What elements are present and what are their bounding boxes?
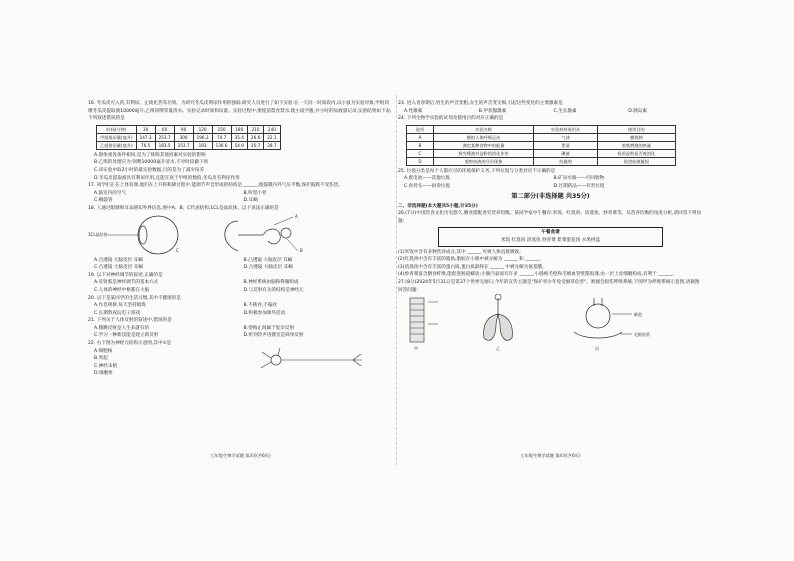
q21-option-c: C.学习一种新技能是建立新反射 [94,333,159,339]
q24-table-row-2 [407,149,676,157]
q26-sub-1: (1)米饭中含有多种营养成分,其中 ______ 可被人体直接吸收。 [398,249,524,255]
fig-label-bing: 丙 [595,346,599,352]
q19-options [94,279,393,287]
q16-option-c: C.该实验中取2小时的最实验数据,目的是为了减少误差 [94,167,205,173]
menu-box [438,227,663,246]
q26-sub-4: (4)炒青菜富含膳食纤维,能促进肠道蠕动;小肠内表面有许多 ______,小肠绒毛壁和毛细血管壁都很薄,由一层上皮细胞构成,有利于 ______。 [398,272,677,278]
q23-option-a: A.性激素 [404,108,423,114]
q21-options [94,325,393,333]
q25-option-d: D.过期药品——有害垃圾 [553,183,605,189]
fig-label-yi: 乙 [496,346,500,352]
footer-left: 七年级生物学试题 第3页(共6页) [210,453,271,459]
q16-option-d: D.冬瓜皮提取液具有利尿作用,且能在高于甲组的数值,冬瓜皮有利尿作用 [94,175,240,181]
q16-table-header-cell-1: 30 [136,125,155,133]
question-21: 21. 下列关于人体反射的叙述中,错误的是 [88,318,172,324]
q22-option-b: B.突起 [94,356,108,362]
q22-block [88,348,393,378]
page-left [88,100,393,460]
q16-table-row-0-cell-0: 甲组排尿量(毫升) [97,133,137,141]
q16-table-header-cell-3: 90 [174,125,193,133]
q24-table-row-0-cell-3: 模拟肺 [597,133,675,141]
q24-table-row-0-cell-1: 模拟人体呼吸运动 [433,133,533,141]
q24-table-row-0-cell-2: 气球 [534,133,598,141]
q24-table-row-2-cell-0: C [407,149,434,157]
q18-option-b: B.凸透镜 大脑皮层 耳蜗 [243,257,293,263]
q16-table-row-1-cell-8: 28.7 [264,141,280,149]
q24-table-row-2-cell-3: 检验淀粉是否被消化 [597,149,675,157]
label-c: C [176,247,179,253]
q23-option-c: C.生长激素 [553,108,577,114]
q18-option-d: D.凸透镜 大脑皮层 耳蜗 [243,265,293,271]
q24-table-row-0-cell-0: A [407,133,434,141]
q24-table-row-3 [407,157,676,165]
page-divider [396,95,397,465]
q23-option-b: B.甲状腺激素 [478,108,507,114]
q16-table-row-1-cell-6: 54.9 [231,141,247,149]
q18-option-a: A.凸透镜 大脑皮层 耳蜗 [94,257,143,263]
menu-box-text: 米饭 红烧肉 清蒸鱼 炒青菜 紫菜蛋花汤 水果拼盘 [500,237,601,243]
q16-table-header [97,125,281,133]
q17-options-2 [94,197,393,205]
question-20: 20. 以下是某同学的生活习惯,其中不健康的是 [88,295,181,301]
q24-table-header-cell-0: 选项 [407,125,434,133]
q26-sub-2: (2)红烧肉中含有丰富的脂肪,脂肪在小肠中被分解为 ______ 和 ______。 [398,257,544,263]
q22-option-d: D.细胞体 [94,371,113,377]
question-17: 17. 同学们正在上体育课,他们在上升和和降过程中,能调节声音形成的结构是 ______,使鼓膜内外气压平衡,保护鼓膜不受伤害。 [88,183,343,189]
q24-table-row-1-cell-2: 蛋清 [534,141,598,149]
q17-option-a: A.鼓室内的空气 [94,190,127,196]
q20-option-d: D.积极参加课外活动 [243,310,286,316]
q16-table-row-0-cell-7: 26.6 [247,133,263,141]
q21-option-d: D.听到铃声进教室是简单反射 [243,333,304,339]
q24-table-row-0 [407,133,676,141]
footer-right: 七年级生物学试题 第4页(共6页) [520,453,581,459]
q24-table-row-2-cell-1: 探究唾液对淀粉的消化作用 [433,149,533,157]
respiratory-diagram [398,294,698,352]
q24-table-row-3-cell-0: D [407,157,434,165]
q16-option-b: B.乙组的处理应为:饲喂10000毫升清水,不对时段做干预 [94,160,209,166]
menu-box-title: 午餐食谱 [541,230,560,236]
q24-table-row-1-cell-3: 收集燃烧的热量 [597,141,675,149]
q16-table-row-1-cell-5: 136.6 [212,141,231,149]
q17-option-b: B.听觉小骨 [243,190,267,196]
q19-options-2 [94,287,393,295]
q16-table-row-0-cell-4: 196.3 [193,133,212,141]
q24-table-row-1 [407,141,676,149]
q16-table-header-cell-2: 60 [155,125,174,133]
question-25: 25. 垃圾分类是每个人都应尽的环境保护义务,下列垃圾与分类对应不正确的是 [398,168,556,174]
q16-table-row-0-cell-8: 22.1 [264,133,280,141]
q20-options-2 [94,310,393,318]
fig-label-jia: 甲 [414,346,418,352]
q21-options-2 [94,332,393,340]
q16-table-header-cell-5: 150 [212,125,231,133]
label-a: A [295,213,298,219]
q24-table-row-3-cell-2: 抗凝剂 [534,157,598,165]
q22-option-c: C.神经末梢 [94,363,118,369]
q24-table-header-cell-1: 实验名称 [433,125,533,133]
q16-table-header-cell-4: 120 [193,125,212,133]
q17-option-c: C.咽鼓管 [94,198,113,204]
q16-table-header-cell-8: 240 [264,125,280,133]
q18-options [94,257,393,265]
q19-option-d: D.与反射有关的结构是神经元 [243,287,304,293]
fig-label-alveolus: 肺泡 [634,312,642,318]
q16-table-row-1-cell-7: 35.7 [247,141,263,149]
q17-options [94,190,393,198]
q23-option-d: D.胰岛素 [628,108,648,114]
question-22: 22. 右下图为神经元结构示意图,其中①是 [88,341,172,347]
q16-table-row-0-cell-3: 300 [174,133,193,141]
q24-table-row-2-cell-2: 碘液 [534,149,598,157]
q16-table-header-cell-7: 210 [247,125,263,133]
q23-options [404,108,703,116]
q16-table-row-0-cell-2: 253.7 [155,133,174,141]
q16-table-row-1-cell-3: 253.7 [174,141,193,149]
q20-option-a: A.作息规律,每天坚持锻炼 [94,303,146,309]
question-24: 24. 下列生物学实验的试剂及使用目的对应正确的是 [398,116,504,122]
q24-table-header-cell-2: 实验材料或用具 [534,125,598,133]
q18-options-2 [94,264,393,272]
neuron-diagram [258,346,368,374]
q22-option-a: A.细胞核 [94,348,113,354]
q16-option-a: A.甜体重各条件相同,是为了排除其他因素对实验的影响 [94,152,206,158]
q16-table-row-1-cell-2: 183.5 [155,141,174,149]
q16-table-row-0-cell-6: 35.4 [231,133,247,141]
q20-option-c: C.长期熬夜玩电子游戏 [94,310,141,316]
q16-table-row-1-cell-1: 76.5 [136,141,155,149]
section-title: 第二部分(非选择题 共35分) [511,192,590,200]
q16-table-row-0-cell-5: 74.7 [212,133,231,141]
figure-27 [398,294,703,352]
figure-18 [88,213,393,257]
q18-option-c: C.凸透镜 大脑皮层 耳蜗 [94,265,143,271]
q16-table-row-0-cell-1: 147.3 [136,133,155,141]
q16-table-header-cell-6: 180 [231,125,247,133]
q20-options [94,302,393,310]
q25-option-b: B.矿泉水瓶——可回收物 [553,176,605,182]
page-right [398,100,703,460]
q25-options-2 [404,183,703,191]
question-19: 19. 以下对神经调节的叙述,正确的是 [88,272,163,278]
q24-table-row-1-cell-0: B [407,141,434,149]
q24-table-row-3-cell-3: 促进血液凝固 [597,157,675,165]
q19-option-a: A.反射弧是神经调节的基本方式 [94,280,159,286]
q24-table-header-cell-3: 使用目的 [597,125,675,133]
question-18: 18. 人通过眼睛和耳朵感知外界信息,图中A、B、C代表结构,1CL是晶状体。以下说法正确的是 [88,205,279,211]
q25-options [404,175,703,183]
q19-option-b: B.神经系统由脑和脊髓组成 [243,280,299,286]
table-q16 [96,125,281,150]
label-lens: 1CL晶状体 [88,231,108,237]
q16-table-row-0 [97,133,281,141]
question-23: 23. 进入青春期后,男生的声音变粗,女生的声音变尖细,引起这些变化的主要激素是 [398,101,563,106]
question-27: 27.(8分)2024年5月31日是第37个世界无烟日,今年的宣传主题是"保护青少年免受烟草危害"。吸烟会损伤呼吸系统,下图甲为呼吸系统示意图,请据图回答问题: [398,279,700,293]
q24-table-row-3-cell-1: 观察血液的分层现象 [433,157,533,165]
q26-sub-3: (3)清蒸鱼中含有丰富的蛋白质,蛋白质最终在 ______ 中被分解为氨基酸。 [398,264,547,270]
q19-option-c: C.人体的神经中枢都在大脑 [94,287,150,293]
q25-option-a: A.废电池——其他垃圾 [404,176,450,182]
question-26: 26.(7分)中国饮食文化历史悠久,膳食搭配讲究营养均衡。某同学家中午餐有:米饭、红烧肉、清蒸鱼、炒青菜等。从营养均衡的角度分析,请回答下列问题: [398,211,702,224]
fig-label-capillary: 毛细血管 [634,332,650,338]
q16-table-row-1-cell-4: 193 [193,141,212,149]
part2-instructions: 二、非选择题(本大题共5小题,计35分) [398,203,478,209]
q16-table-header-cell-0: 时间(分钟) [97,125,137,133]
eye-ear-diagram [88,213,388,257]
q25-option-c: C.鱼骨头——厨余垃圾 [404,183,451,189]
q24-table-header [407,125,676,133]
table-q24 [406,125,676,166]
q21-option-b: B.望梅止渴属于复杂反射 [243,325,295,331]
q17-option-d: D.耳蜗 [243,198,258,204]
q20-option-b: B.不挑食,不偏食 [243,303,278,309]
q21-option-a: A.膝跳反射是人生来就有的 [94,325,150,331]
question-16: 16. 冬瓜皮可入药,有利尿、止痰化热等功效。为研究冬瓜皮利尿作用的强弱,研究人员进行了如下实验:在一天同一时间段内,以小鼠为实验对象,甲组饲喂冬瓜皮提取液10000毫升,乙组饲喂等量清水。实验记录时间和尿量。实验过程中,要提前禁食禁水,使小鼠空腹,并小时的尿液量记录,实验结果如下表,下列叙述错误的是 [88,101,392,122]
q16-table-row-1 [97,141,281,149]
label-b: B [300,247,303,253]
q16-table-row-1-cell-0: 乙组排尿量(毫升) [97,141,137,149]
q24-table-row-1-cell-1: 测定某种食物中的能量 [433,141,533,149]
